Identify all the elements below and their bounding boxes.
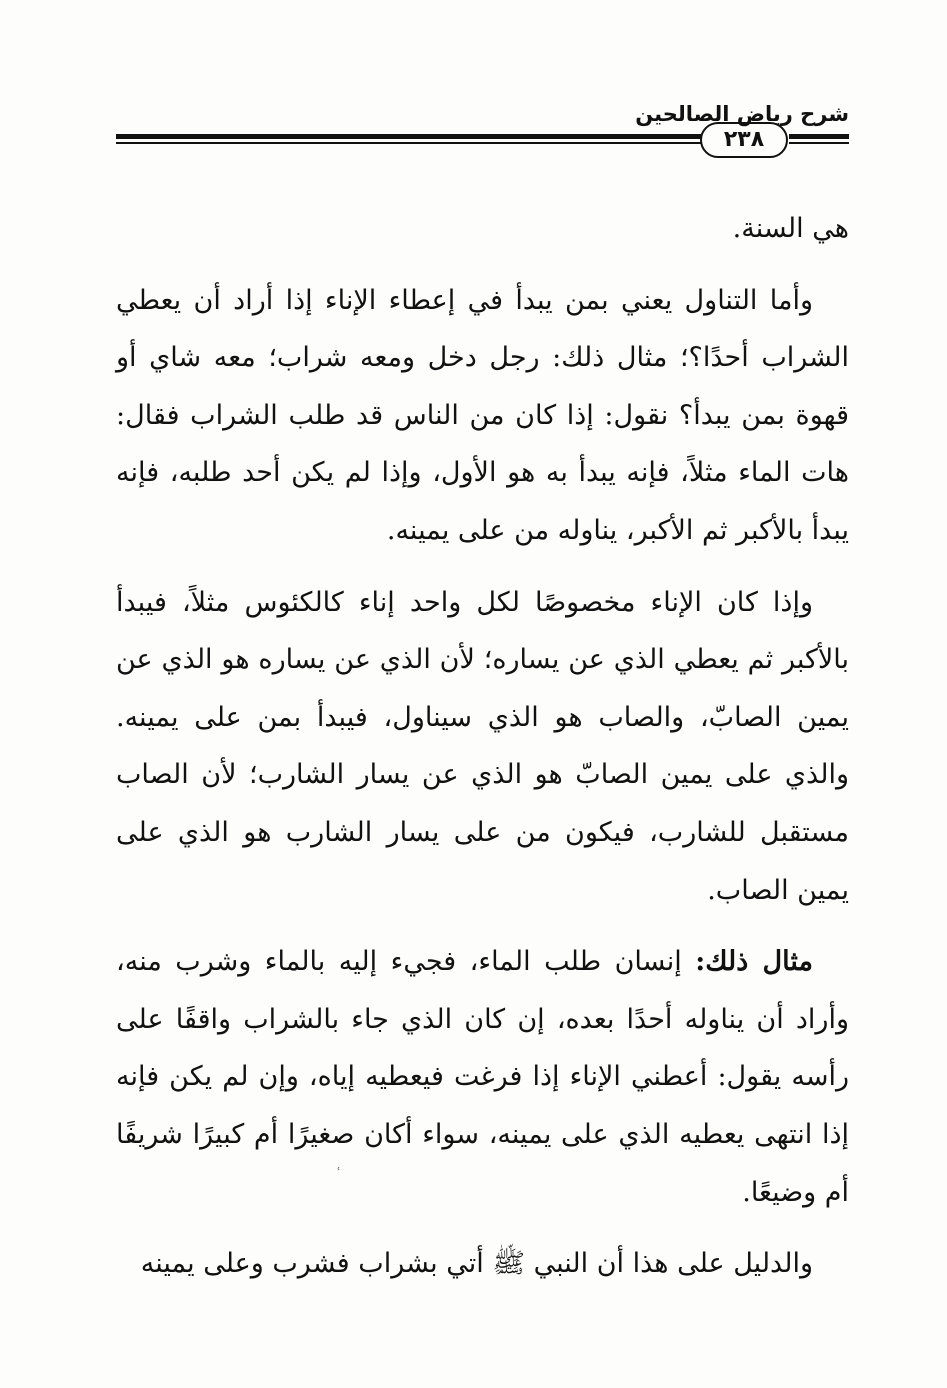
paragraph-lead: مثال ذلك: [695, 946, 813, 978]
page-number: ٢٣٨ [700, 122, 788, 158]
paragraph-2 [116, 272, 849, 560]
page-body [116, 200, 849, 1307]
header-rule-right [789, 134, 849, 148]
paragraph-4 [116, 933, 849, 1221]
paragraph-text: والدليل على هذا أن النبي ﷺ أتي بشراب فشرب وعلى يمينه [140, 1248, 813, 1280]
paragraph-3 [116, 574, 849, 920]
paragraph-text: وإذا كان الإناء مخصوصًا لكل واحد إناء كالكئوس مثلاً، فيبدأ بالأكبر ثم يعطي الذي عن يساره؛ لأن الذي عن يساره هو الذي عن يمين الصابّ، والصاب هو الذي سيناول، فيبدأ بمن على يمينه. والذي على يمين الصابّ هو الذي عن يسار الشارب؛ لأن الصاب مستقبل للشارب، فيكون من على يسار الشارب هو الذي على يمين الصاب. [116, 586, 849, 906]
page-header [116, 96, 849, 166]
header-rule-left [116, 134, 716, 148]
book-title: شرح رياض الصالحين [635, 102, 849, 126]
paragraph-text: هي السنة. [732, 213, 849, 244]
paragraph-1 [116, 200, 849, 258]
scan-speck: ˓ [337, 1162, 341, 1176]
paragraph-5 [116, 1235, 849, 1293]
paragraph-text: وأما التناول يعني بمن يبدأ في إعطاء الإناء إذا أراد أن يعطي الشراب أحدًا؟؛ مثال ذلك: رجل دخل ومعه شراب؛ معه شاي أو قهوة بمن يبدأ؟ نقول: إذا كان من الناس قد طلب الشراب فقال: هات الماء مثلاً، فإنه يبدأ به هو الأول، وإذا لم يكن أحد طلبه، فإنه يبدأ بالأكبر ثم الأكبر، يناوله من على يمينه. [116, 284, 849, 546]
paragraph-text: إنسان طلب الماء، فجيء إليه بالماء وشرب منه، وأراد أن يناوله أحدًا بعده، إن كان الذي جاء بالشراب واقفًا على رأسه يقول: أعطني الإناء إذا فرغت فيعطيه إياه، وإن لم يكن فإنه إذا انتهى يعطيه الذي على يمينه، سواء أكان صغيرًا أم كبيرًا شريفًا أم وضيعًا. [116, 946, 849, 1208]
